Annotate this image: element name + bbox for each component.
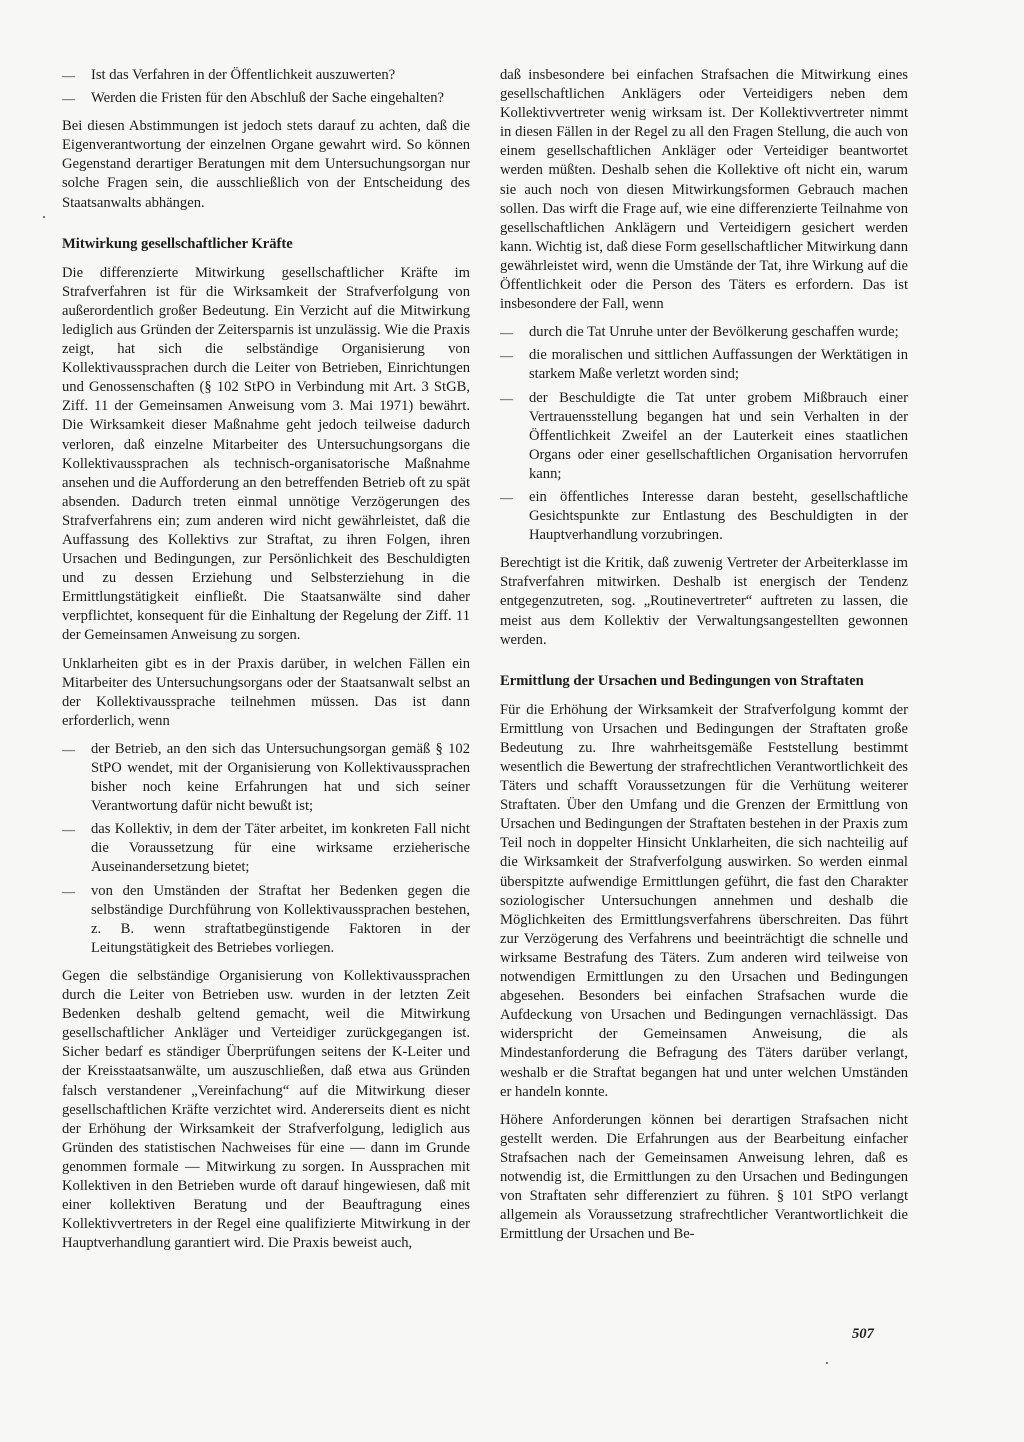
list-item: — Ist das Verfahren in der Öffentlichkeit auszuwerten?: [62, 66, 470, 85]
section-heading: Ermittlung der Ursachen und Bedingungen von Straftaten: [500, 672, 864, 689]
left-column: [62, 66, 470, 1262]
list-item: — von den Umständen der Straftat her Bedenken gegen die selbständige Durchführung von Kollektivaussprachen bestehen, z. B. wenn straftatbegünstigende Faktoren in der Leitungstätigkeit des Betriebes vorliegen.: [62, 882, 470, 958]
list-item: — der Betrieb, an den sich das Untersuchungsorgan gemäß § 102 StPO wendet, mit der Organisierung von Kollektivaussprachen bisher noch keine Erfahrungen hat und sich seiner Verantwortung dafür nicht bewußt ist;: [62, 740, 470, 816]
body-paragraph: Höhere Anforderungen können bei derartigen Strafsachen nicht gestellt werden. Die Erfahrungen aus der Bearbeitung einfacher Strafsachen nach der Gemeinsamen Anweisung lehren, daß es notwendig ist, die Ermittlungen zu den Ursachen und Bedingungen von Straftaten sehr differenziert zu führen. § 101 StPO verlangt allgemein als Voraussetzung strafrechtlicher Verantwortlichkeit die Ermittlung der Ursachen und Be-: [500, 1111, 908, 1243]
list-item: — der Beschuldigte die Tat unter grobem Mißbrauch einer Vertrauensstellung begangen hat und sein Verhalten in der Öffentlichkeit Zweifel an der Lauterkeit eines staatlichen Organs oder einer gesellschaftlichen Organisation hervorrufen kann;: [500, 389, 908, 484]
body-paragraph: Die differenzierte Mitwirkung gesellschaftlicher Kräfte im Strafverfahren ist für die Wirksamkeit der Strafverfolgung von außerordentlich großer Bedeutung. Ein Verzicht auf die Mitwirkung lediglich aus Gründen der Zeitersparnis ist unzulässig. Wie die Praxis zeigt, hat sich die selbständige Organisierung von Kollektivaussprachen durch die Leiter von Betrieben, Einrichtungen und Genossenschaften (§ 102 StPO in Verbindung mit Art. 3 StGB, Ziff. 11 der Gemeinsamen Anweisung vom 3. Mai 1971) bewährt. Die Wirksamkeit dieser Maßnahme geht jedoch teilweise dadurch verloren, daß einzelne Mitarbeiter des Untersuchungsorgans die Kollektivaussprachen als technisch-organisatorische Maßnahme ansehen und die Aufforderung an den betreffenden Betrieb oft zu spät absenden. Dadurch treten einmal unnötige Verzögerungen des Strafverfahrens ein; zum anderen wird nicht gewährleistet, daß die Auffassung des Kollektivs zur Straftat, zu ihren Folgen, ihren Ursachen und Bedingungen, zur Persönlichkeit des Beschuldigten und zu dessen Erziehung und Selbsterziehung in die Ermittlungstätigkeit einfließt. Die Staatsanwälte sind daher verpflichtet, konsequent für die Einhaltung der Regelung der Ziff. 11 der Gemeinsamen Anweisung zu sorgen.: [62, 264, 470, 644]
page-number: 507: [852, 1326, 874, 1342]
cases-list: [500, 323, 908, 545]
scan-speck: [826, 1362, 828, 1364]
list-item: — die moralischen und sittlichen Auffassungen der Werktätigen in starkem Maße verletzt worden sind;: [500, 346, 908, 384]
body-paragraph: daß insbesondere bei einfachen Strafsachen die Mitwirkung eines gesellschaftlichen Anklägers oder Verteidigers neben dem Kollektivvertreter wenig wirksam ist. Der Kollektivvertreter nimmt in diesen Fällen in der Regel zu all den Fragen Stellung, die auch von einem gesellschaftlichen Ankläger oder Verteidiger beantwortet werden müßten. Deshalb sehen die Kollektive oft nicht ein, warum sie auch noch von diesen Mitwirkungsformen Gebrauch machen sollen. Das wirft die Frage auf, wie eine differenzierte Teilnahme von gesellschaftlichen Anklägern und Verteidigern gesichert werden kann. Wichtig ist, daß diese Form gesellschaftlicher Mitwirkung dann gewährleistet wird, wenn die Umstände der Tat, ihre Wirkung auf die Öffentlichkeit oder die Person des Täters es erfordern. Das ist insbesondere der Fall, wenn: [500, 67, 908, 313]
intro-question-list: [62, 66, 470, 108]
conditions-list: [62, 740, 470, 958]
body-paragraph: Berechtigt ist die Kritik, daß zuwenig Vertreter der Arbeiterklasse im Strafverfahren mitwirken. Deshalb ist energisch der Tendenz entgegenzutreten, sog. „Routinevertreter“ auftreten zu lassen, die meist aus dem Kollektiv der Verwaltungsangestellten gewonnen werden.: [500, 555, 908, 648]
list-item: — durch die Tat Unruhe unter der Bevölkerung geschaffen wurde;: [500, 323, 908, 342]
intro-paragraph: Bei diesen Abstimmungen ist jedoch stets darauf zu achten, daß die Eigenverantwortung der einzelnen Organe gewahrt wird. So können Gegenstand derartiger Beratungen mit dem Untersuchungsorgan nur solche Fragen sein, die ausschließlich von der Entscheidung des Staatsanwalts abhängen.: [62, 118, 470, 211]
list-item: — ein öffentliches Interesse daran besteht, gesellschaftliche Gesichtspunkte zur Entlastung des Beschuldigten in der Hauptverhandlung vorzubringen.: [500, 488, 908, 545]
body-paragraph: Für die Erhöhung der Wirksamkeit der Strafverfolgung kommt der Ermittlung von Ursachen und Bedingungen der Straftaten große Bedeutung zu. Ihre wahrheitsgemäße Feststellung bestimmt wesentlich die Bewertung der strafrechtlichen Verantwortlichkeit des Täters und schafft Voraussetzungen für die Verhütung weiterer Straftaten. Über den Umfang und die Grenzen der Ermittlung von Ursachen und Bedingungen der Straftaten bestehen in der Praxis zum Teil noch in doppelter Hinsicht Unklarheiten, die sich nachteilig auf die Wirksamkeit der Strafverfolgung auswirken. So werden einmal überspitzte aufwendige Ermittlungen geführt, die fast den Charakter soziologischer Untersuchungen annehmen und deshalb die Möglichkeiten des Ermittlungsverfahrens überschreiten. Das führt zur Verzögerung des Verfahrens und beeinträchtigt die schnelle und wirksame Bestrafung des Täters. Zum anderen wird teilweise von notwendigen Ermittlungen zu den Ursachen und Bedingungen abgesehen. Besonders bei einfachen Strafsachen wurde die Aufdeckung von Ursachen und Bedingungen vernachlässigt. Das widerspricht der Gemeinsamen Anweisung, die als Mindestanforderung die Befragung des Täters darüber verlangt, weshalb er die Straftat begangen hat und unter welchen Umständen er handeln konnte.: [500, 701, 908, 1100]
right-column: [500, 66, 908, 1253]
list-item: — Werden die Fristen für den Abschluß der Sache eingehalten?: [62, 89, 470, 108]
section-heading: Mitwirkung gesellschaftlicher Kräfte: [62, 235, 293, 252]
scan-speck: [43, 216, 45, 218]
body-paragraph: Unklarheiten gibt es in der Praxis darüber, in welchen Fällen ein Mitarbeiter des Untersuchungsorgans oder der Staatsanwalt selbst an der Kollektivaussprache teilnehmen müssen. Das ist dann erforderlich, wenn: [62, 655, 470, 729]
body-paragraph: Gegen die selbständige Organisierung von Kollektivaussprachen durch die Leiter von Betrieben usw. wurden in der letzten Zeit Bedenken deshalb geltend gemacht, weil die Mitwirkung gesellschaftlicher Ankläger und Verteidiger zurückgegangen ist. Sicher bedarf es ständiger Überprüfungen seitens der K-Leiter und der Kreisstaatsanwälte, um auszuschließen, daß etwa aus Gründen falsch verstandener „Vereinfachung“ auf die Mitwirkung dieser gesellschaftlichen Kräfte verzichtet wird. Andererseits dient es nicht der Erhöhung der Wirksamkeit der Strafverfolgung, lediglich aus Gründen des statistischen Nachweises für eine — dann im Grunde genommen formale — Mitwirkung zu sorgen. In Aussprachen mit Kollektiven in den Betrieben wurde oft darauf hingewiesen, daß mit einer kollektiven Beratung und der Beauftragung eines Kollektivvertreters in der Regel eine qualifizierte Mitwirkung in der Hauptverhandlung garantiert wird. Die Praxis beweist auch,: [62, 967, 470, 1252]
list-item: — das Kollektiv, in dem der Täter arbeitet, im konkreten Fall nicht die Voraussetzung für eine wirksame erzieherische Auseinandersetzung bietet;: [62, 820, 470, 877]
